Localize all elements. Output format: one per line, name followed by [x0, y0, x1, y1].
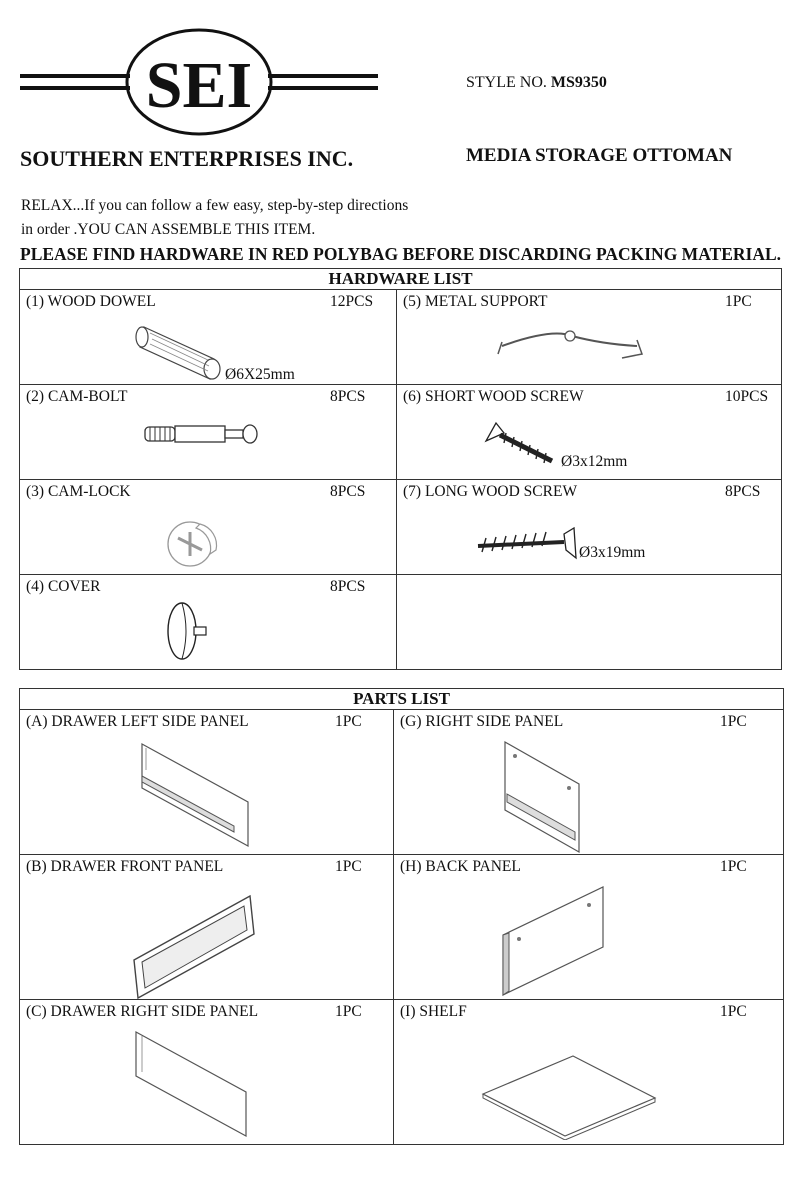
- part-item: (C) DRAWER RIGHT SIDE PANEL 1PC: [20, 1000, 394, 1145]
- parts-list: [19, 688, 784, 1145]
- drawer-front-panel-icon: [130, 890, 260, 1000]
- hardware-list-title: HARDWARE LIST: [20, 269, 782, 290]
- hardware-item: (6) SHORT WOOD SCREW 10PCS Ø3x12mm: [397, 385, 782, 480]
- hardware-list: [19, 268, 782, 670]
- cover-icon: [160, 595, 220, 665]
- drawer-left-panel-icon: [138, 740, 258, 850]
- hardware-item: (5) METAL SUPPORT 1PC: [397, 290, 782, 385]
- company-name: SOUTHERN ENTERPRISES INC.: [20, 146, 354, 171]
- long-screw-icon: [472, 522, 582, 562]
- part-item: (H) BACK PANEL 1PC: [394, 855, 784, 1000]
- part-item: (B) DRAWER FRONT PANEL 1PC: [20, 855, 394, 1000]
- hardware-notice: PLEASE FIND HARDWARE IN RED POLYBAG BEFORE DISCARDING PACKING MATERIAL.: [20, 244, 782, 264]
- part-item: (A) DRAWER LEFT SIDE PANEL 1PC: [20, 710, 394, 855]
- style-number: STYLE NO. MS9350: [466, 74, 607, 91]
- hardware-item-empty: [397, 575, 782, 670]
- cam-lock-icon: [160, 510, 230, 570]
- parts-list-title: PARTS LIST: [20, 689, 784, 710]
- hardware-item: (1) WOOD DOWEL 12PCS Ø6X25mm: [20, 290, 397, 385]
- back-panel-icon: [499, 885, 609, 1000]
- part-item: (I) SHELF 1PC: [394, 1000, 784, 1145]
- svg-text:SEI: SEI: [145, 49, 253, 122]
- right-side-panel-icon: [499, 740, 589, 855]
- metal-support-icon: [492, 328, 652, 368]
- sei-logo: [18, 28, 380, 138]
- hardware-item: (3) CAM-LOCK 8PCS: [20, 480, 397, 575]
- wood-dowel-icon: [130, 315, 240, 385]
- product-title: MEDIA STORAGE OTTOMAN: [466, 145, 733, 166]
- intro-text: RELAX...If you can follow a few easy, step-by-step directions in order .YOU CAN ASSEMBLE THIS ITEM.: [21, 197, 409, 238]
- hardware-item: (4) COVER 8PCS: [20, 575, 397, 670]
- drawer-right-panel-icon: [132, 1028, 252, 1140]
- part-item: (G) RIGHT SIDE PANEL 1PC: [394, 710, 784, 855]
- hardware-item: (7) LONG WOOD SCREW 8PCS Ø3x19mm: [397, 480, 782, 575]
- cam-bolt-icon: [140, 420, 270, 450]
- short-screw-icon: [482, 421, 562, 471]
- hardware-item: (2) CAM-BOLT 8PCS: [20, 385, 397, 480]
- shelf-icon: [479, 1050, 659, 1140]
